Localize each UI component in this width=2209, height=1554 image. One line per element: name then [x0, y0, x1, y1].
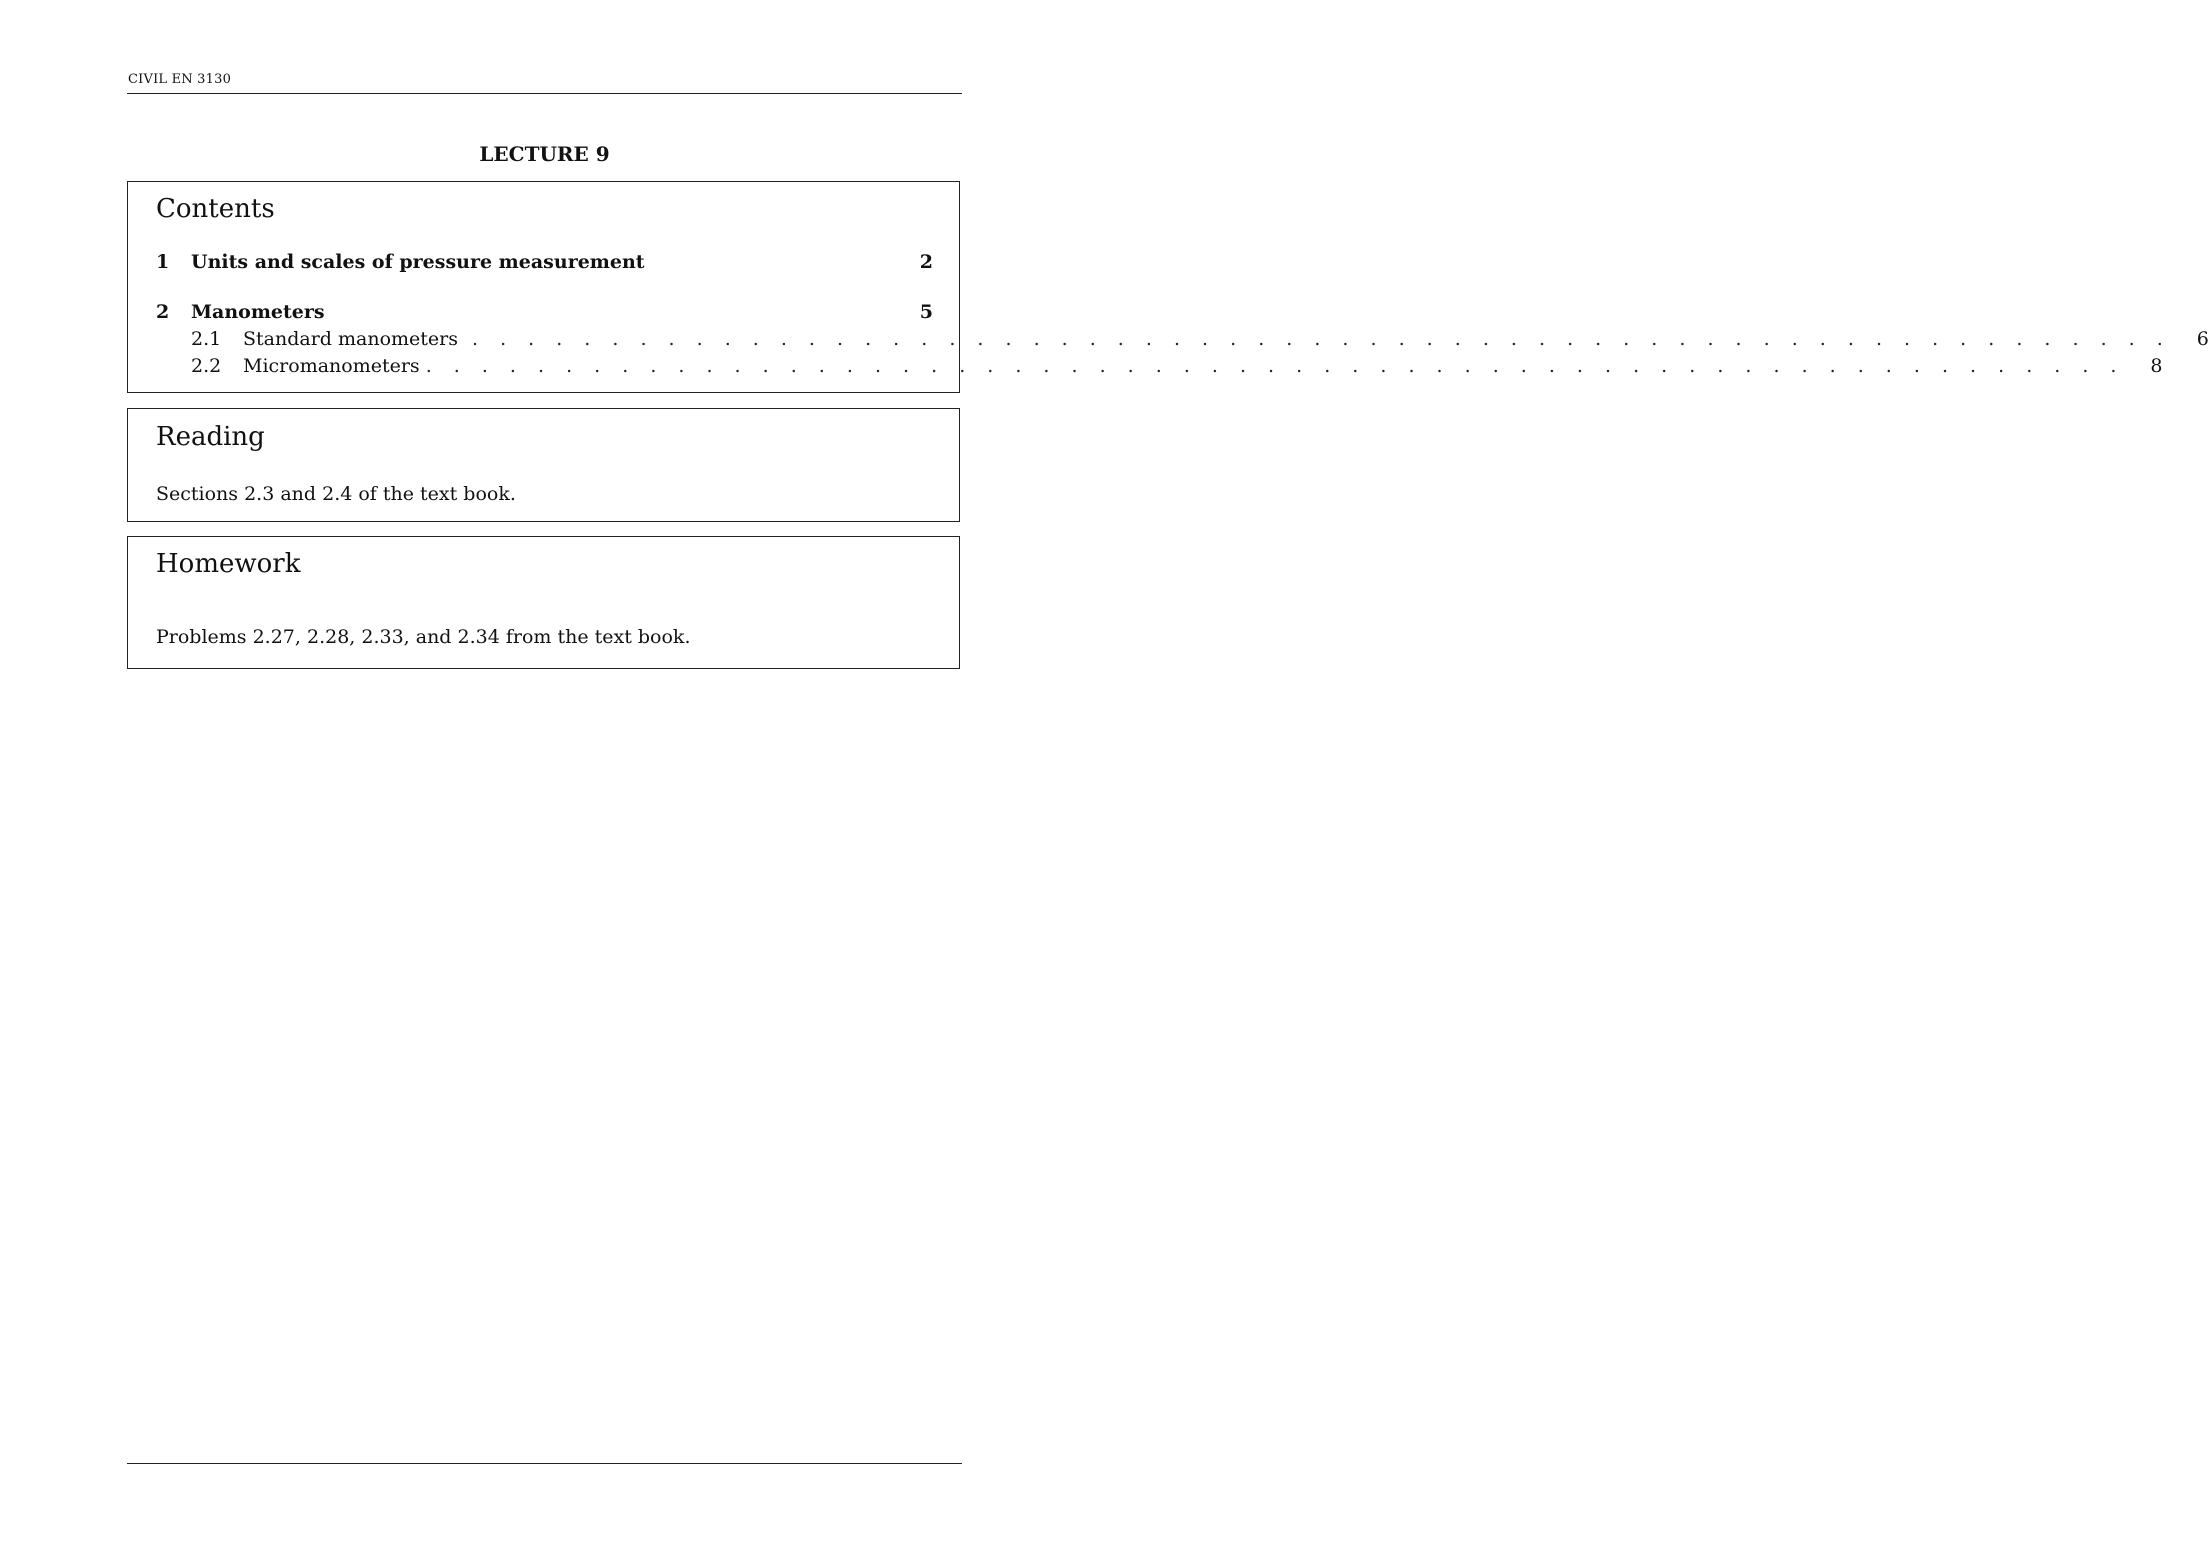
contents-box	[127, 181, 2209, 393]
toc-subsection-number: 2.1	[191, 328, 222, 350]
reading-heading: Reading	[156, 422, 265, 452]
toc-page-number: 8	[2150, 355, 2163, 377]
contents-heading: Contents	[156, 194, 275, 224]
header-rule	[127, 93, 962, 94]
toc-page-number: 5	[919, 301, 933, 323]
toc-subsection-number: 2.2	[191, 355, 222, 377]
toc-leader-dots: . . . . . . . . . . . . . . . . . . . . . . . . . . . . . . . . . . . . . . . . . . . . . . . . . . . . . . . . . . . . .	[471, 328, 2171, 350]
toc-subsection-label: Standard manometers	[243, 328, 458, 350]
toc-leader-dots: . . . . . . . . . . . . . . . . . . . . . . . . . . . . . . . . . . . . . . . . . . . . . . . . . . . . . . . . . . . . .	[425, 355, 2125, 377]
toc-subsection-label: Micromanometers	[243, 355, 420, 377]
toc-section-2[interactable]	[156, 300, 933, 324]
page-title: LECTURE 9	[479, 142, 610, 166]
toc-subsection-2-2[interactable]	[191, 354, 2163, 378]
homework-text: Problems 2.27, 2.28, 2.33, and 2.34 from the text book.	[156, 626, 691, 648]
toc-subsection-2-1[interactable]	[191, 327, 2209, 351]
toc-section-label: Units and scales of pressure measurement	[191, 251, 645, 273]
footer-rule	[127, 1463, 962, 1464]
homework-box	[127, 536, 960, 669]
running-head: CIVIL EN 3130	[128, 72, 232, 87]
toc-section-label: Manometers	[191, 301, 325, 323]
toc-section-1[interactable]	[156, 250, 933, 274]
toc-page-number: 6	[2196, 328, 2209, 350]
toc-section-number: 1	[156, 251, 170, 273]
toc-page-number: 2	[919, 251, 933, 273]
reading-text: Sections 2.3 and 2.4 of the text book.	[156, 483, 516, 505]
toc-section-number: 2	[156, 301, 170, 323]
reading-box	[127, 408, 960, 522]
homework-heading: Homework	[156, 549, 301, 579]
